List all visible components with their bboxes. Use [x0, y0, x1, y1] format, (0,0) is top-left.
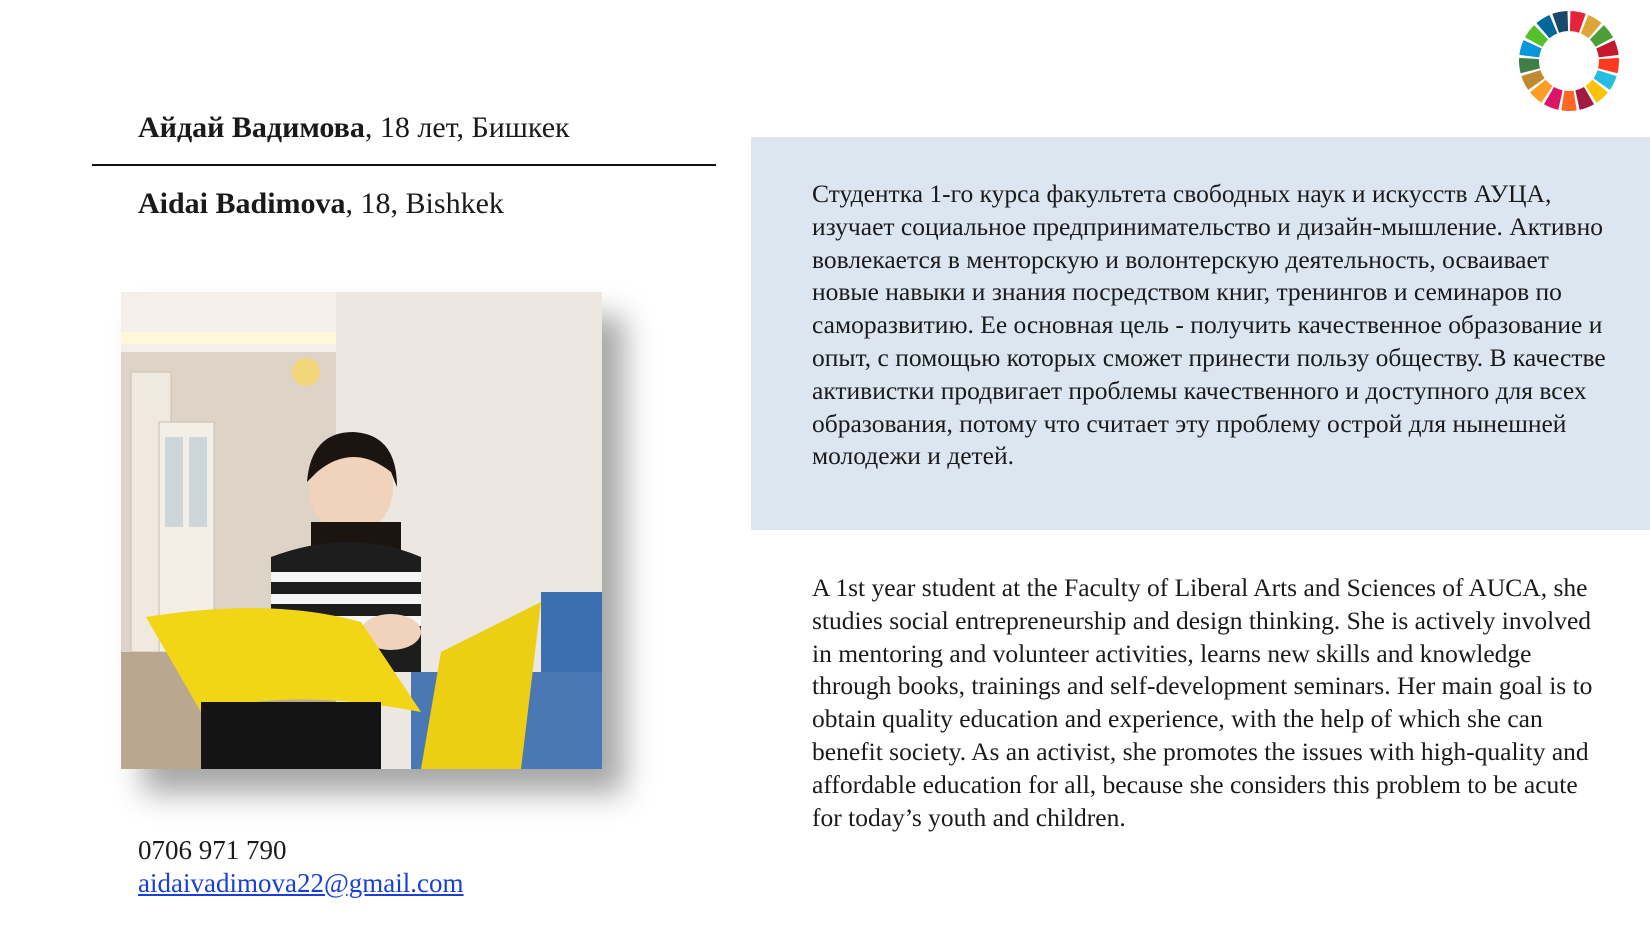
profile-photo	[121, 292, 602, 769]
name-heading-ru	[138, 110, 570, 146]
name-heading-en	[138, 186, 504, 222]
header-divider	[92, 164, 716, 166]
name-ru-bold: Айдай Вадимова	[138, 111, 365, 144]
sdg-wheel-segment	[1598, 58, 1619, 73]
sdg-wheel-segment	[1561, 91, 1576, 111]
sdg-wheel-logo	[1517, 9, 1621, 113]
bio-english: A 1st year student at the Faculty of Liberal Arts and Sciences of AUCA, she studies social entrepreneurship and design thinking. She is actively involved in mentoring and volunteer activities, learns new skills and knowledge through books, trainings and self-development seminars. Her main goal is to obtain quality education and experience, with the help of which she can benefit society. As an activist, she promotes the issues with high-quality and affordable education for all, because she considers this problem to be acute for today’s youth and children.	[812, 573, 1593, 832]
phone-number: 0706 971 790	[138, 835, 287, 865]
bio-russian: Студентка 1-го курса факультета свободных наук и искусств АУЦА, изучает социальное предпринимательство и дизайн-мышление. Активно вовлекается в менторскую и волонтерскую деятельность, осваивает новые навыки и знания посредством книг, тренингов и семинаров по саморазвитию. Ее основная цель - получить качественное образование и опыт, с помощью которых сможет принести пользу обществу. В качестве активистки продвигает проблемы качественного и доступного для всех образования, потому что считает эту проблему острой для нынешней молодежи и детей.	[812, 179, 1606, 471]
name-ru-details: , 18 лет, Бишкек	[364, 111, 570, 144]
profile-photo-illustration	[121, 292, 602, 769]
name-en-bold: Aidai Badimova	[138, 187, 346, 220]
name-en-details: , 18, Bishkek	[345, 187, 504, 220]
email-link[interactable]: aidaivadimova22@gmail.com	[138, 868, 464, 898]
sdg-wheel-segment	[1519, 58, 1540, 73]
